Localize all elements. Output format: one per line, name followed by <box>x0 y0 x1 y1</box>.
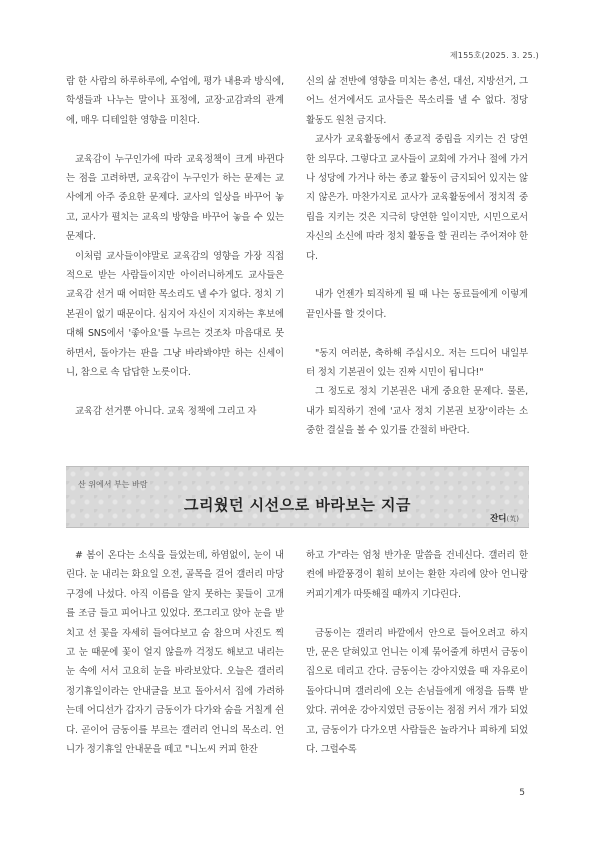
article2-left-column <box>66 546 284 759</box>
paragraph: 교육감 선거뿐 아니다. 교육 정책에 그리고 자 <box>75 405 257 417</box>
paragraph: "동지 여러분, 축하해 주십시오. 저는 드디어 내일부터 정치 기본권이 있는 진짜 시민이 됩니다!" <box>306 347 528 379</box>
paragraph: 교사가 교육활동에서 종교적 중립을 지키는 건 당연한 의무다. 그렇다고 교사들이 교회에 가거나 절에 가거나 성당에 가거나 하는 종교 활동이 금지되어 있지는 않지 않은가. 마찬가지로 교사가 교육활동에서 정치적 중립을 지키는 것은 지극히 당연한 일이지만, 시민으로서 자신의 소신에 따라 정치 활동을 할 권리는 주어져야 한다. <box>306 134 528 262</box>
article1-right-column <box>306 72 528 441</box>
paragraph: 하고 가"라는 엄청 반가운 말씀을 건네신다. 갤러리 한 켠에 바깥풍경이 훤히 보이는 환한 자리에 앉아 언니랑 커피기계가 따뜻해질 때까지 기다린다. <box>306 550 528 600</box>
paragraph-gap <box>66 382 284 401</box>
paragraph: 이처럼 교사들이야말로 교육감의 영향을 가장 직접적으로 받는 사람들이지만 아이러니하게도 교사들은 교육감 선거 때 어떠한 목소리도 낼 수가 없다. 정치 기본권이 없기 때문이다. 심지어 자신이 지지하는 후보에 대해 SNS에서 '좋아요'를 누르는 것조차 마음대로 못 하면서, 돌아가는 판을 그냥 바라봐야만 하는 신세이니, 참으로 속 답답한 노릇이다. <box>66 250 284 379</box>
paragraph-gap <box>306 324 528 343</box>
paragraph: 람 한 사람의 하루하루에, 수업에, 평가 내용과 방식에, 학생들과 나누는 말이나 표정에, 교장·교감과의 관계에, 매우 디테일한 영향을 미친다. <box>66 76 284 126</box>
paragraph: 내가 언젠가 퇴직하게 될 때 나는 동료들에게 이렇게 끝인사를 할 것이다. <box>306 289 528 320</box>
column-banner <box>66 466 529 528</box>
paragraph-gap <box>66 130 284 149</box>
paragraph-gap <box>306 266 528 285</box>
paragraph: 신의 삶 전반에 영향을 미치는 총선, 대선, 지방선거, 그 어느 선거에서도 교사들은 목소리를 낼 수 없다. 정당 활동도 원천 금지다. <box>306 76 528 126</box>
article2-right-column <box>306 546 528 759</box>
author-hanja: (芄) <box>506 515 519 523</box>
author-name: 잔디 <box>490 514 507 524</box>
paragraph: 그 정도로 정치 기본권은 내게 중요한 문제다. 물론, 내가 퇴직하기 전에 '교사 정치 기본권 보장'이라는 소중한 결실을 볼 수 있기를 간절히 바란다. <box>306 386 528 437</box>
issue-number: 제155호(2025. 3. 25.) <box>449 51 539 60</box>
paragraph: # 봄이 온다는 소식을 들었는데, 하염없이, 눈이 내린다. 눈 내리는 화요일 오전, 골목을 걸어 갤러리 마당 구경에 나섰다. 아직 이름을 알지 못하는 꽃들이 고개를 조금 들고 피어나고 있었다. 쪼그리고 앉아 눈을 받치고 선 꽃을 자세히 들여다보고 숨 참으며 사진도 찍고 눈 때문에 꽃이 얼지 않을까 걱정도 해보고 내리는 눈 속에 서서 고요히 눈을 바라보았다. 오늘은 갤러리 정기휴일이라는 안내글을 보고 돌아서서 집에 가려하는데 어디선가 갑자기 금동이가 다가와 숨을 거칠게 쉰다. 곧이어 금동이를 부르는 갤러리 언니의 목소리. 언니가 정기휴일 안내문을 떼고 "니노씨 커피 한잔 <box>66 550 284 756</box>
paragraph-gap <box>306 604 528 623</box>
author-byline <box>490 512 519 524</box>
article1-left-column <box>66 72 284 421</box>
paragraph: 금동이는 갤러리 바깥에서 안으로 들어오려고 하지만, 문은 닫혀있고 언니는 이제 묶어줄게 하면서 금동이집으로 데리고 간다. 금동이는 강아지였을 때 자유로이 돌아다니며 갤러리에 오는 손님들에게 애정을 듬뿍 받았다. 귀여운 강아지였던 금동이는 점점 커서 개가 되었고, 금동이가 다가오면 사람들은 놀라거나 피하게 되었다. 그럴수록 <box>306 627 528 756</box>
page-number: 5 <box>519 788 525 798</box>
series-name: 산 위에서 부는 바람 <box>78 480 148 489</box>
paragraph: 교육감이 누구인가에 따라 교육정책이 크게 바뀐다는 점을 고려하면, 교육감이 누구인가 하는 문제는 교사에게 아주 중요한 문제다. 교사의 일상을 바꾸어 놓고, 교사가 펼치는 교육의 방향을 바꾸어 놓을 수 있는 문제다. <box>66 153 284 243</box>
article-title: 그리웠던 시선으로 바라보는 지금 <box>183 496 412 514</box>
